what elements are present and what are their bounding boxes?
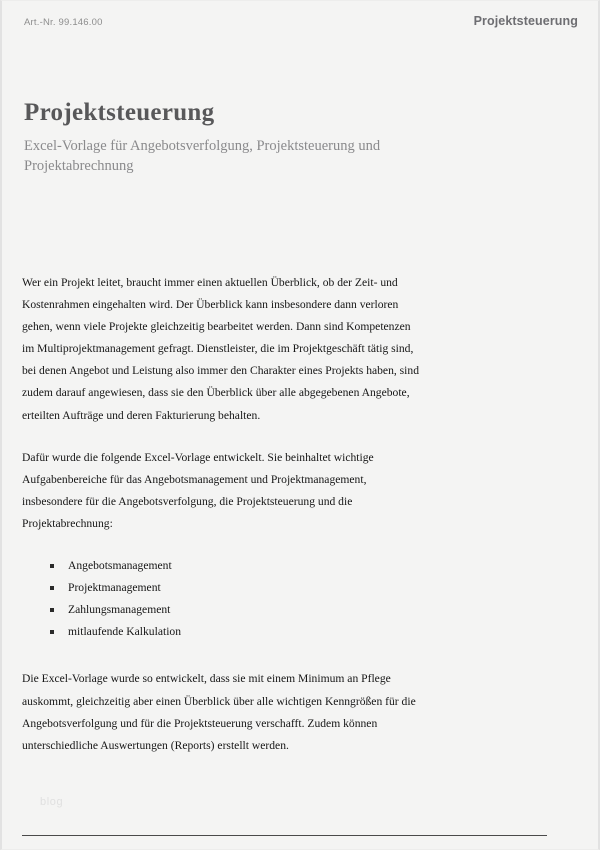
body-paragraph-3: Die Excel-Vorlage wurde so entwickelt, dass sie mit einem Minimum an Pflege auskommt, gleichzeitig aber einen Überblick über alle wichtigen Kenngrößen für die Angebotsverfolgung und für die Projektsteuerung verschafft. Zudem können unterschiedliche Auswertungen (Reports) erstellt werden. bbox=[22, 672, 416, 752]
square-bullet-icon bbox=[50, 630, 54, 634]
title-block bbox=[24, 99, 444, 177]
page-subtitle: Excel-Vorlage für Angebotsverfolgung, Projektsteuerung und Projektabrechnung bbox=[24, 137, 381, 175]
square-bullet-icon bbox=[50, 564, 54, 568]
page-header bbox=[2, 14, 600, 36]
feature-list bbox=[22, 555, 422, 643]
footer-divider bbox=[22, 835, 547, 836]
document-body bbox=[22, 272, 422, 757]
list-item bbox=[50, 577, 422, 599]
list-item-label: Projektmanagement bbox=[68, 581, 161, 595]
square-bullet-icon bbox=[50, 586, 54, 590]
list-item-label: mitlaufende Kalkulation bbox=[68, 625, 182, 639]
square-bullet-icon bbox=[50, 608, 54, 612]
list-item bbox=[50, 555, 422, 577]
body-paragraph-2: Dafür wurde die folgende Excel-Vorlage entwickelt. Sie beinhaltet wichtige Aufgabenbereiche für das Angebotsmanagement und Projektmanagement, insbesondere für die Angebotsverfolgung, die Projektsteuerung und die Projektabrechnung: bbox=[22, 450, 374, 530]
list-item bbox=[50, 621, 422, 643]
list-item-label: Angebotsmanagement bbox=[68, 559, 172, 573]
list-item-label: Zahlungsmanagement bbox=[68, 603, 171, 617]
header-document-title: Projektsteuerung bbox=[473, 14, 578, 28]
article-number: Art.-Nr. 99.146.00 bbox=[24, 17, 103, 28]
page-title: Projektsteuerung bbox=[24, 99, 215, 126]
list-item bbox=[50, 599, 422, 621]
blog-watermark: blog bbox=[40, 796, 64, 808]
body-paragraph-1: Wer ein Projekt leitet, braucht immer einen aktuellen Überblick, ob der Zeit- und Kostenrahmen eingehalten wird. Der Überblick kann insbesondere dann verloren gehen, wenn viele Projekte gleichzeitig bearbeitet werden. Dann sind Kompetenzen im Multiprojektmanagement gefragt. Dienstleister, die im Projektgeschäft tätig sind, bei denen Angebot und Leistung also immer den Charakter eines Projekts haben, sind zudem darauf angewiesen, dass sie den Überblick über alle abgegebenen Angebote, erteilten Aufträge und deren Fakturierung behalten. bbox=[22, 276, 419, 422]
